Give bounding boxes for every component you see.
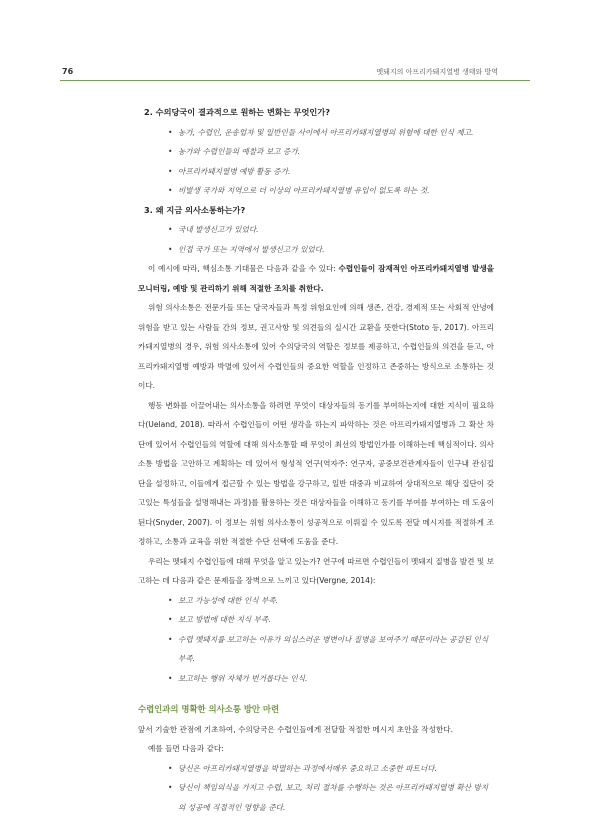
behavior-change-paragraph: 행동 변화를 이끌어내는 의사소통을 하려면 무엇이 대상자들의 동기를 부여하는지에 대한 지식이 필요하다(Ueland, 2018). 따라서 수렵인들이 어떤 생각을 하는지 파악하는 것은 아프리카돼지열병과 그 확산 차단에 있어서 수렵인들의 역할에 대해 의사소통할 때 무엇이 최선의 방법인가를 이해하는데 핵심적이다. 의사소통 방법을 고안하고 계획하는 데 있어서 형성적 연구(역자주: 연구자, 공중보건관계자들이 인구내 관심집단을 설정하고, 이들에게 접근할 수 있는 방법을 강구하고, 일반 대중과 비교하여 상대적으로 해당 집단이 갖고있는 특성들을 설명해내는 과정)를 활용하는 것은 대상자들을 이해하고 동기를 부여를 부여하는 데 도움이 된다(Snyder, 2007). 이 정보는 위험 의사소통이 성공적으로 이뤄질 수 있도록 전달 메시지를 적절하게 조정하고, 소통과 교육을 위한 적절한 수단 선택에 도움을 준다. xyxy=(138,400,494,546)
list-item: • 비발생 국가와 지역으로 더 이상의 아프리카돼지열병 유입이 없도록 하는 것. xyxy=(138,181,494,201)
page-number: 76 xyxy=(62,67,74,76)
list-item: • 농가, 수렵인, 운송업자 및 일반인들 사이에서 아프리카돼지열병의 위험에 대한 인식 제고. xyxy=(138,123,494,143)
list-item: • 당신이 책임의식을 가지고 수렵, 보고, 처리 절차를 수행하는 것은 아프리카돼지열병 확산 방지의 성공에 직접적인 영향을 준다. xyxy=(138,778,494,817)
key-message-paragraph xyxy=(138,259,494,298)
page-header xyxy=(0,0,590,80)
header-rule xyxy=(60,80,530,81)
list-item: • 보고 가능성에 대한 인식 부족. xyxy=(138,591,494,611)
section-intro: 앞서 기술한 관점에 기초하여, 수의당국은 수렵인들에게 전달할 적절한 메시지 초안을 작성한다. xyxy=(138,724,454,734)
list-item: • 당신은 아프리카돼지열병을 박멸하는 과정에서매우 중요하고 소중한 파트너다. xyxy=(138,759,494,779)
risk-communication-paragraph: 위험 의사소통은 전문가들 또는 당국자들과 특정 위험요인에 의해 생존, 건강, 경제적 또는 사회적 안녕에 위험을 받고 있는 사람들 간의 정보, 권고사항 및 의견들의 실시간 교환을 뜻한다(Stoto 등, 2017). 아프리카돼지열병의 경우, 위험 의사소통에 있어 수의당국의 역할은 정보를 제공하고, 수렵인들의 의견을 듣고, 아프리카돼지열병 예방과 박멸에 있어서 수렵인들의 중요한 역할을 인정하고 존중하는 방식으로 소통하는 것이다. xyxy=(138,303,494,390)
hunter-barriers-paragraph: 우리는 멧돼지 수렵인들에 대해 무엇을 알고 있는가? 연구에 따르면 수렵인들이 멧돼지 질병을 발견 및 보고하는 데 다음과 같은 문제들을 장벽으로 느끼고 있다(Vergne, 2014): xyxy=(138,556,494,585)
question-2-heading: 2. 수의당국이 결과적으로 원하는 변화는 무엇인가? xyxy=(144,107,330,117)
list-item: • 인접 국가 또는 지역에서 발생신고가 있었다. xyxy=(138,240,494,260)
question-3-heading: 3. 왜 지금 의사소통하는가? xyxy=(144,204,246,215)
list-item: • 국내 발생신고가 있었다. xyxy=(138,220,494,240)
barriers-list xyxy=(138,591,494,689)
section-heading: 수렵인과의 명확한 의사소통 방안 마련 xyxy=(138,704,280,714)
list-item: • 농가와 수렵인들의 예찰과 보고 증가. xyxy=(138,142,494,162)
question-2-list xyxy=(138,123,494,201)
key-message-lead: 이 예시에 따라, 핵심소통 기대물은 다음과 같을 수 있다: xyxy=(148,264,339,273)
question-3-list xyxy=(138,220,494,259)
list-item: • 수렵 멧돼지를 보고하는 이유가 의심스러운 병변이나 질병을 보여주기 때문이라는 공감된 인식 부족. xyxy=(138,630,494,669)
example-lead: 예를 들면 다음과 같다: xyxy=(148,744,224,753)
running-title: 멧돼지의 아프리카돼지열병 생태와 방역 xyxy=(376,68,498,76)
examples-list xyxy=(138,759,494,818)
page-body xyxy=(138,103,494,817)
list-item: • 아프리카돼지열병 예방 활동 증가. xyxy=(138,162,494,182)
list-item: • 보고하는 행위 자체가 번거롭다는 인식. xyxy=(138,669,494,689)
list-item: • 보고 방법에 대한 지식 부족. xyxy=(138,610,494,630)
key-message-bold: 수렵인들이 잠재적인 아프리카돼지열병 발생을 모니터링, 예방 및 관리하기 위해 적절한 조치를 취한다. xyxy=(138,264,495,293)
